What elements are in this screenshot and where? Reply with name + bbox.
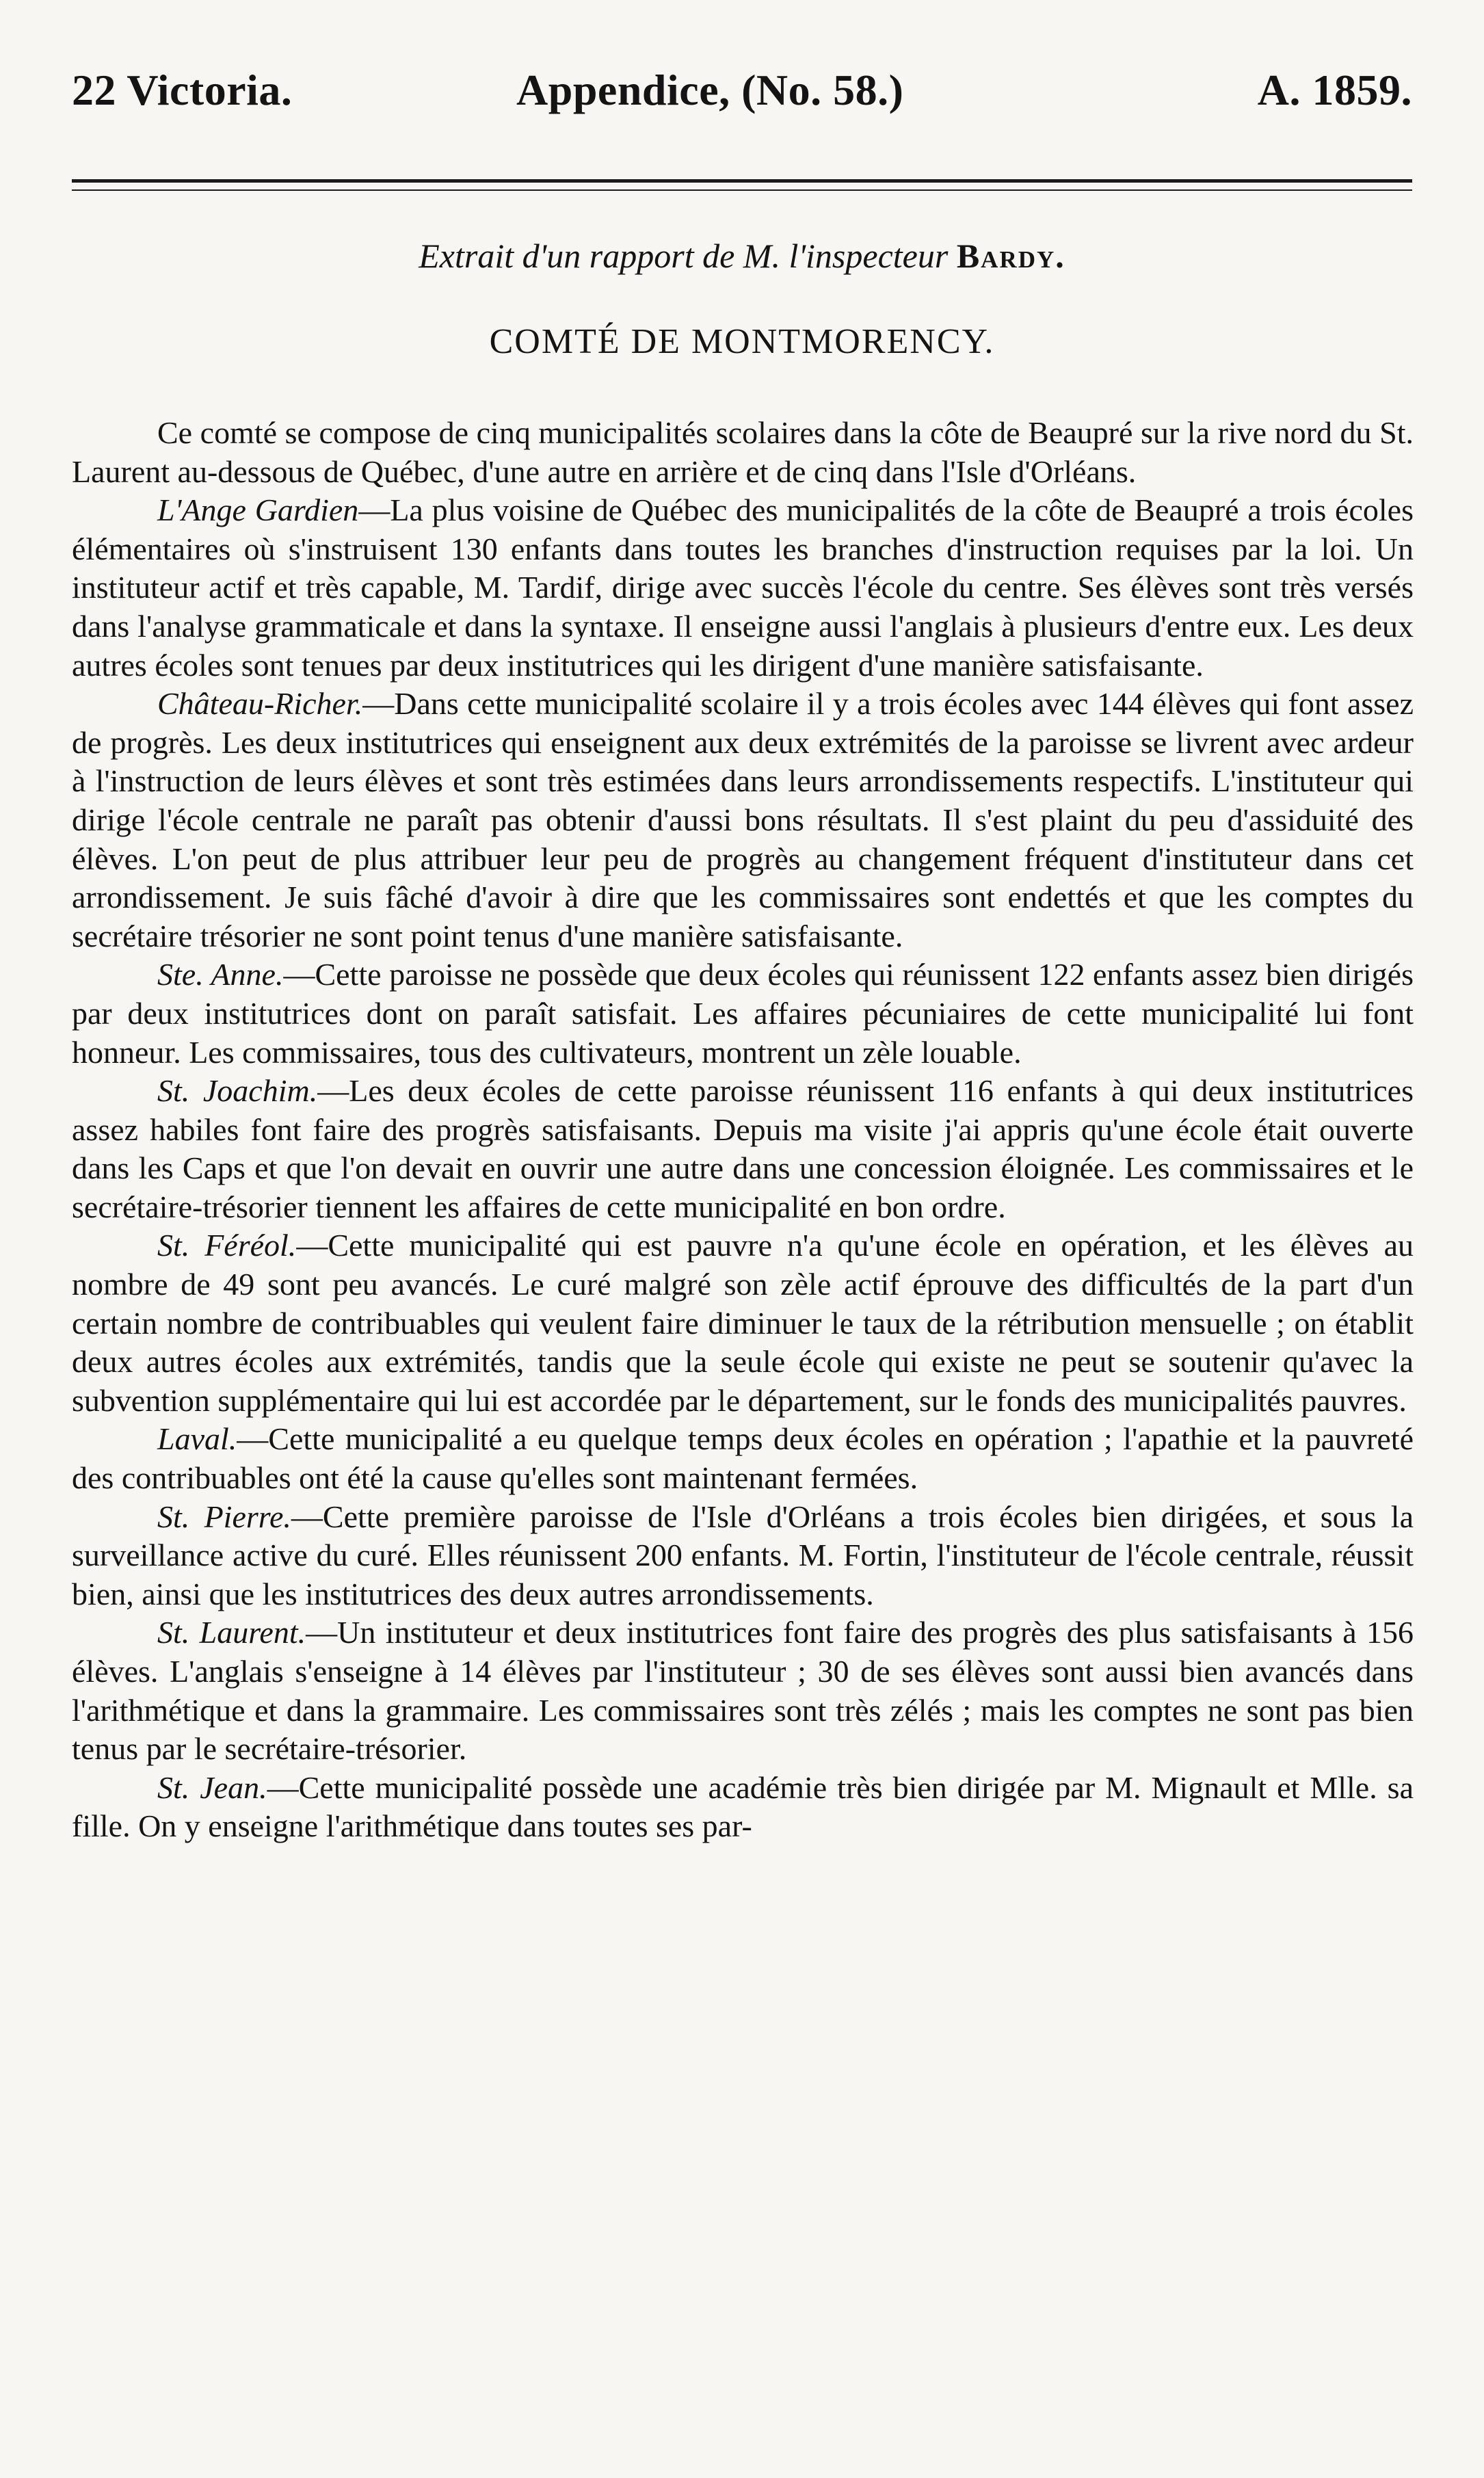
paragraph [72,1769,1414,1846]
place-name: St. Pierre. [157,1499,291,1534]
paragraph [72,1226,1414,1420]
paragraph [72,1072,1414,1226]
header-rule-thick [72,179,1412,183]
place-name: Ste. Anne. [157,957,284,992]
paragraph-text: —La plus voisine de Québec des municipalités de la côte de Beaupré a trois écoles élémentaires où s'instruisent 130 enfants dans toutes les branches d'instruction requises par la loi. Un instituteur actif et très capable, M. Tardif, dirige avec succès l'école du centre. Ses élèves sont très versés dans l'analyse grammaticale et dans la syntaxe. Il enseigne aussi l'anglais à plusieurs d'entre eux. Les deux autres écoles sont tenues par deux institutrices qui les dirigent d'une manière satisfaisante. [72,492,1414,683]
paragraph [72,1498,1414,1614]
header-appendix: Appendice, (No. 58.) [516,66,904,114]
paragraph [72,414,1414,491]
place-name: St. Laurent. [157,1615,306,1650]
paragraph-text: —Les deux écoles de cette paroisse réunissent 116 enfants à qui deux institutrices assez habiles font faire des progrès satisfaisants. Depuis ma visite j'ai appris qu'une école était ouverte dans les Caps et que l'on devait en ouvrir une autre dans une concession éloignée. Les commissaires et le secrétaire-trésorier tiennent les affaires de cette municipalité en bon ordre. [72,1073,1414,1224]
running-header [72,65,1412,127]
paragraph-text: —Un instituteur et deux institutrices font faire des progrès des plus satisfaisants à 156 élèves. L'anglais s'enseigne à 14 élèves par l'instituteur ; 30 de ses élèves sont aussi bien avancés dans l'arithmétique et dans la grammaire. Les commissaires sont très zélés ; mais les comptes ne sont pas bien tenus par le secrétaire-trésorier. [72,1615,1414,1767]
paragraph-text: —Cette municipalité qui est pauvre n'a qu'une école en opération, et les élèves au nombre de 49 sont peu avancés. Le curé malgré son zèle actif éprouve des difficultés de la part d'un certain nombre de contribuables qui veulent faire diminuer le taux de la rétribution mensuelle ; on établit deux autres écoles aux extrémités, tandis que la seule école qui existe ne peut se soutenir qu'avec la subvention supplémentaire qui lui est accordée par le département, sur le fonds des municipalités pauvres. [72,1228,1414,1418]
paragraph [72,1420,1414,1497]
inspector-name: Bardy. [956,237,1065,275]
header-session: 22 Victoria. [72,66,293,114]
report-body [72,414,1414,1846]
header-year: A. 1859. [1257,66,1412,114]
paragraph-text: —Cette municipalité possède une académie très bien dirigée par M. Mignault et Mlle. sa fille. On y enseigne l'arithmétique dans toutes ses par- [72,1769,1414,1844]
paragraph-text: —Dans cette municipalité scolaire il y a trois écoles avec 144 élèves qui font assez de progrès. Les deux institutrices qui enseignent aux deux extrémités de la paroisse se livrent avec ardeur à l'instruction de leurs élèves et sont très estimées dans leurs arrondissements respectifs. L'instituteur qui dirige l'école centrale ne paraît pas obtenir d'aussi bons résultats. Il s'est plaint du peu d'assiduité des élèves. L'on peut de plus attribuer leur peu de progrès au changement fréquent d'instituteur dans cet arrondissement. Je suis fâché d'avoir à dire que les commissaires sont endettés et que les comptes du secrétaire trésorier ne sont point tenus d'une manière satisfaisante. [72,686,1414,953]
place-name: Château-Richer. [157,686,363,722]
header-rule-thin [72,189,1412,191]
paragraph-text: —Cette municipalité a eu quelque temps deux écoles en opération ; l'apathie et la pauvreté des contribuables ont été la cause qu'elles sont maintenant fermées. [72,1421,1414,1496]
paragraph [72,685,1414,955]
paragraph [72,491,1414,685]
place-name: St. Jean. [157,1769,267,1805]
place-name: L'Ange Gardien [157,492,359,528]
paragraph-text: Ce comté se compose de cinq municipalités scolaires dans la côte de Beaupré sur la rive nord du St. Laurent au-dessous de Québec, d'une autre en arrière et de cinq dans l'Isle d'Orléans. [72,415,1414,489]
place-name: Laval. [157,1421,237,1457]
extract-heading [0,236,1484,276]
extract-title: Extrait d'un rapport de M. l'inspecteur [419,237,949,275]
paragraph-text: —Cette paroisse ne possède que deux écoles qui réunissent 122 enfants assez bien dirigés par deux institutrices dont on paraît satisfait. Les affaires pécuniaires de cette municipalité lui font honneur. Les commissaires, tous des cultivateurs, montrent un zèle louable. [72,957,1414,1070]
paragraph [72,955,1414,1072]
paragraph [72,1613,1414,1768]
place-name: St. Féréol. [157,1228,297,1263]
county-title: COMTÉ DE MONTMORENCY. [489,322,995,361]
paragraph-text: —Cette première paroisse de l'Isle d'Orléans a trois écoles bien dirigées, et sous la surveillance active du curé. Elles réunissent 200 enfants. M. Fortin, l'instituteur de l'école centrale, réussit bien, ainsi que les institutrices des deux autres arrondissements. [72,1499,1414,1611]
place-name: St. Joachim. [157,1073,318,1109]
